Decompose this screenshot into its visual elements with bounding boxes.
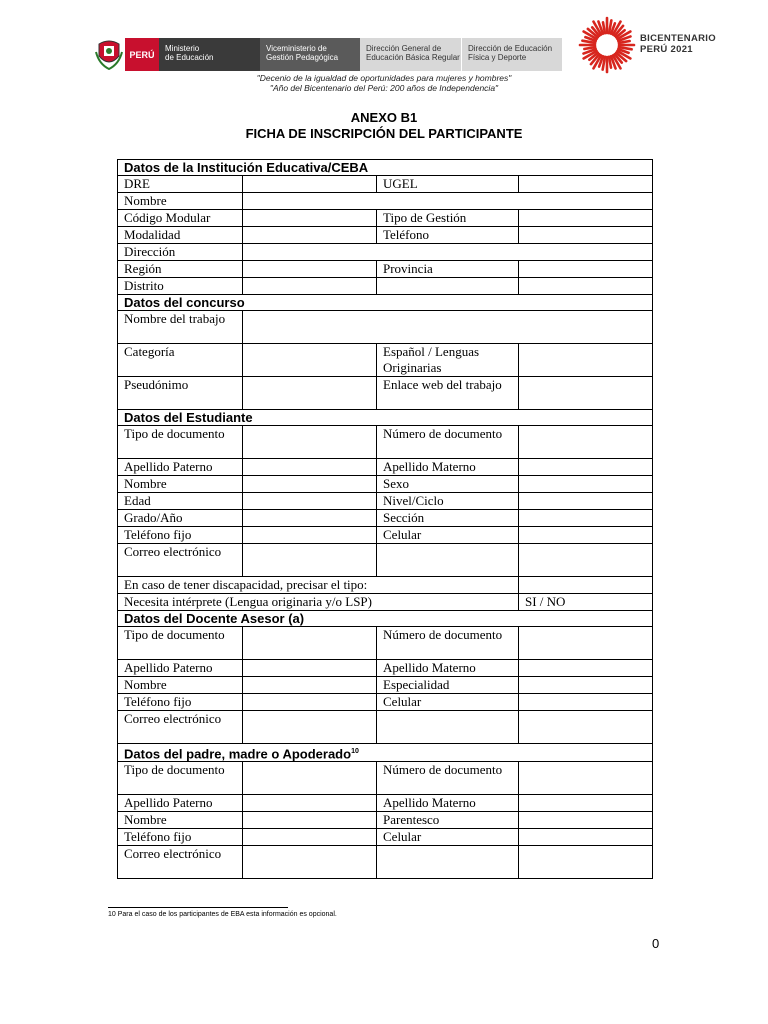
field-pad-ap-paterno[interactable] <box>243 795 377 812</box>
label-est-tipo-doc: Tipo de documento <box>118 426 243 459</box>
field-est-nivel[interactable] <box>519 493 653 510</box>
field-doc-correo-3[interactable] <box>519 711 653 744</box>
label-doc-celular: Celular <box>377 694 519 711</box>
label-categoria: Categoría <box>118 344 243 377</box>
field-codigo-modular[interactable] <box>243 210 377 227</box>
field-modalidad[interactable] <box>243 227 377 244</box>
label-est-ap-paterno: Apellido Paterno <box>118 459 243 476</box>
bicentenario-text: BICENTENARIO PERÚ 2021 <box>640 33 716 55</box>
field-doc-correo-2[interactable] <box>377 711 519 744</box>
label-pad-num-doc: Número de documento <box>377 762 519 795</box>
field-interprete-si-no[interactable]: SI / NO <box>519 594 653 611</box>
field-pad-parentesco[interactable] <box>519 812 653 829</box>
label-est-nombre: Nombre <box>118 476 243 493</box>
section-concurso: Datos del concurso <box>118 295 653 311</box>
field-est-ap-paterno[interactable] <box>243 459 377 476</box>
field-doc-ap-materno[interactable] <box>519 660 653 677</box>
label-direccion: Dirección <box>118 244 243 261</box>
field-doc-especialidad[interactable] <box>519 677 653 694</box>
label-ugel: UGEL <box>377 176 519 193</box>
field-doc-celular[interactable] <box>519 694 653 711</box>
section-padre: Datos del padre, madre o Apoderado$^{10}$ <box>118 744 653 762</box>
empty-cell <box>377 278 519 295</box>
label-doc-tel-fijo: Teléfono fijo <box>118 694 243 711</box>
field-dre[interactable] <box>243 176 377 193</box>
label-doc-ap-materno: Apellido Materno <box>377 660 519 677</box>
label-tipo-gestion: Tipo de Gestión <box>377 210 519 227</box>
field-telefono-ie[interactable] <box>519 227 653 244</box>
label-distrito: Distrito <box>118 278 243 295</box>
bicentenario-logo <box>578 16 636 74</box>
label-est-sexo: Sexo <box>377 476 519 493</box>
label-codigo-modular: Código Modular <box>118 210 243 227</box>
label-doc-tipo-doc: Tipo de documento <box>118 627 243 660</box>
label-pad-celular: Celular <box>377 829 519 846</box>
field-pad-correo-3[interactable] <box>519 846 653 879</box>
section-docente: Datos del Docente Asesor (a) <box>118 611 653 627</box>
label-pad-tel-fijo: Teléfono fijo <box>118 829 243 846</box>
field-categoria[interactable] <box>243 344 377 377</box>
empty-cell <box>519 278 653 295</box>
field-pad-ap-materno[interactable] <box>519 795 653 812</box>
label-modalidad: Modalidad <box>118 227 243 244</box>
label-enlace-web: Enlace web del trabajo <box>377 377 519 410</box>
field-pseudonimo[interactable] <box>243 377 377 410</box>
field-enlace-web[interactable] <box>519 377 653 410</box>
label-region: Región <box>118 261 243 278</box>
field-pad-celular[interactable] <box>519 829 653 846</box>
decenio-text: "Decenio de la igualdad de oportunidades para mujeres y hombres" "Año del Bicentenario del Perú: 200 años de Independencia" <box>256 73 512 93</box>
field-doc-ap-paterno[interactable] <box>243 660 377 677</box>
label-est-tel-fijo: Teléfono fijo <box>118 527 243 544</box>
field-est-grado[interactable] <box>243 510 377 527</box>
field-est-correo-2[interactable] <box>377 544 519 577</box>
field-region[interactable] <box>243 261 377 278</box>
label-doc-especialidad: Especialidad <box>377 677 519 694</box>
field-pad-tel-fijo[interactable] <box>243 829 377 846</box>
section-institucion: Datos de la Institución Educativa/CEBA <box>118 160 653 176</box>
label-doc-ap-paterno: Apellido Paterno <box>118 660 243 677</box>
field-tipo-gestion[interactable] <box>519 210 653 227</box>
field-est-nombre[interactable] <box>243 476 377 493</box>
label-provincia: Provincia <box>377 261 519 278</box>
field-nombre-trabajo[interactable] <box>243 311 653 344</box>
field-pad-tipo-doc[interactable] <box>243 762 377 795</box>
label-espanol-lenguas: Español / Lenguas Originarias <box>377 344 519 377</box>
label-est-nivel: Nivel/Ciclo <box>377 493 519 510</box>
direccion-basica-label: Dirección General de Educación Básica Regular <box>360 38 461 71</box>
viceministerio-label: Viceministerio de Gestión Pedagógica <box>260 38 360 71</box>
field-est-tipo-doc[interactable] <box>243 426 377 459</box>
peru-label: PERÚ <box>125 38 159 71</box>
label-est-grado: Grado/Año <box>118 510 243 527</box>
field-doc-tel-fijo[interactable] <box>243 694 377 711</box>
field-provincia[interactable] <box>519 261 653 278</box>
field-est-ap-materno[interactable] <box>519 459 653 476</box>
escudo-logo <box>95 38 123 70</box>
label-est-ap-materno: Apellido Materno <box>377 459 519 476</box>
ministerio-label: Ministerio de Educación <box>159 38 260 71</box>
label-doc-nombre: Nombre <box>118 677 243 694</box>
field-est-tel-fijo[interactable] <box>243 527 377 544</box>
label-est-seccion: Sección <box>377 510 519 527</box>
field-nombre-ie[interactable] <box>243 193 653 210</box>
label-est-correo: Correo electrónico <box>118 544 243 577</box>
label-pseudonimo: Pseudónimo <box>118 377 243 410</box>
section-row <box>118 160 653 176</box>
label-pad-correo: Correo electrónico <box>118 846 243 879</box>
page-title: ANEXO B1 FICHA DE INSCRIPCIÓN DEL PARTICIPANTE <box>245 110 523 141</box>
field-pad-correo[interactable] <box>243 846 377 879</box>
footnote: 10 Para el caso de los participantes de EBA esta información es opcional. <box>108 911 337 918</box>
field-doc-nombre[interactable] <box>243 677 377 694</box>
inscription-form-table <box>117 159 653 879</box>
field-pad-correo-2[interactable] <box>377 846 519 879</box>
label-nombre-ie: Nombre <box>118 193 243 210</box>
field-est-celular[interactable] <box>519 527 653 544</box>
label-dre: DRE <box>118 176 243 193</box>
label-interprete: Necesita intérprete (Lengua originaria y/o LSP) <box>118 594 519 611</box>
field-pad-nombre[interactable] <box>243 812 377 829</box>
field-est-correo[interactable] <box>243 544 377 577</box>
field-distrito[interactable] <box>243 278 377 295</box>
page-number: 0 <box>652 936 660 951</box>
label-est-edad: Edad <box>118 493 243 510</box>
field-doc-tipo-doc[interactable] <box>243 627 377 660</box>
field-doc-correo[interactable] <box>243 711 377 744</box>
label-pad-ap-paterno: Apellido Paterno <box>118 795 243 812</box>
label-pad-ap-materno: Apellido Materno <box>377 795 519 812</box>
label-telefono-ie: Teléfono <box>377 227 519 244</box>
field-est-correo-3[interactable] <box>519 544 653 577</box>
direccion-fisica-label: Dirección de Educación Física y Deporte <box>461 38 562 71</box>
field-est-num-doc[interactable] <box>519 426 653 459</box>
field-est-seccion[interactable] <box>519 510 653 527</box>
label-nombre-trabajo: Nombre del trabajo <box>118 311 243 344</box>
footnote-divider <box>108 907 288 908</box>
label-doc-num-doc: Número de documento <box>377 627 519 660</box>
label-discapacidad: En caso de tener discapacidad, precisar el tipo: <box>118 577 519 594</box>
field-pad-num-doc[interactable] <box>519 762 653 795</box>
footnote-marker: 10 <box>351 748 359 755</box>
field-espanol-lenguas[interactable] <box>519 344 653 377</box>
field-est-sexo[interactable] <box>519 476 653 493</box>
label-pad-tipo-doc: Tipo de documento <box>118 762 243 795</box>
label-pad-nombre: Nombre <box>118 812 243 829</box>
label-est-celular: Celular <box>377 527 519 544</box>
field-doc-num-doc[interactable] <box>519 627 653 660</box>
field-direccion[interactable] <box>243 244 653 261</box>
label-est-num-doc: Número de documento <box>377 426 519 459</box>
field-est-edad[interactable] <box>243 493 377 510</box>
field-ugel[interactable] <box>519 176 653 193</box>
label-pad-parentesco: Parentesco <box>377 812 519 829</box>
label-doc-correo: Correo electrónico <box>118 711 243 744</box>
section-estudiante: Datos del Estudiante <box>118 410 653 426</box>
field-discapacidad[interactable] <box>519 577 653 594</box>
